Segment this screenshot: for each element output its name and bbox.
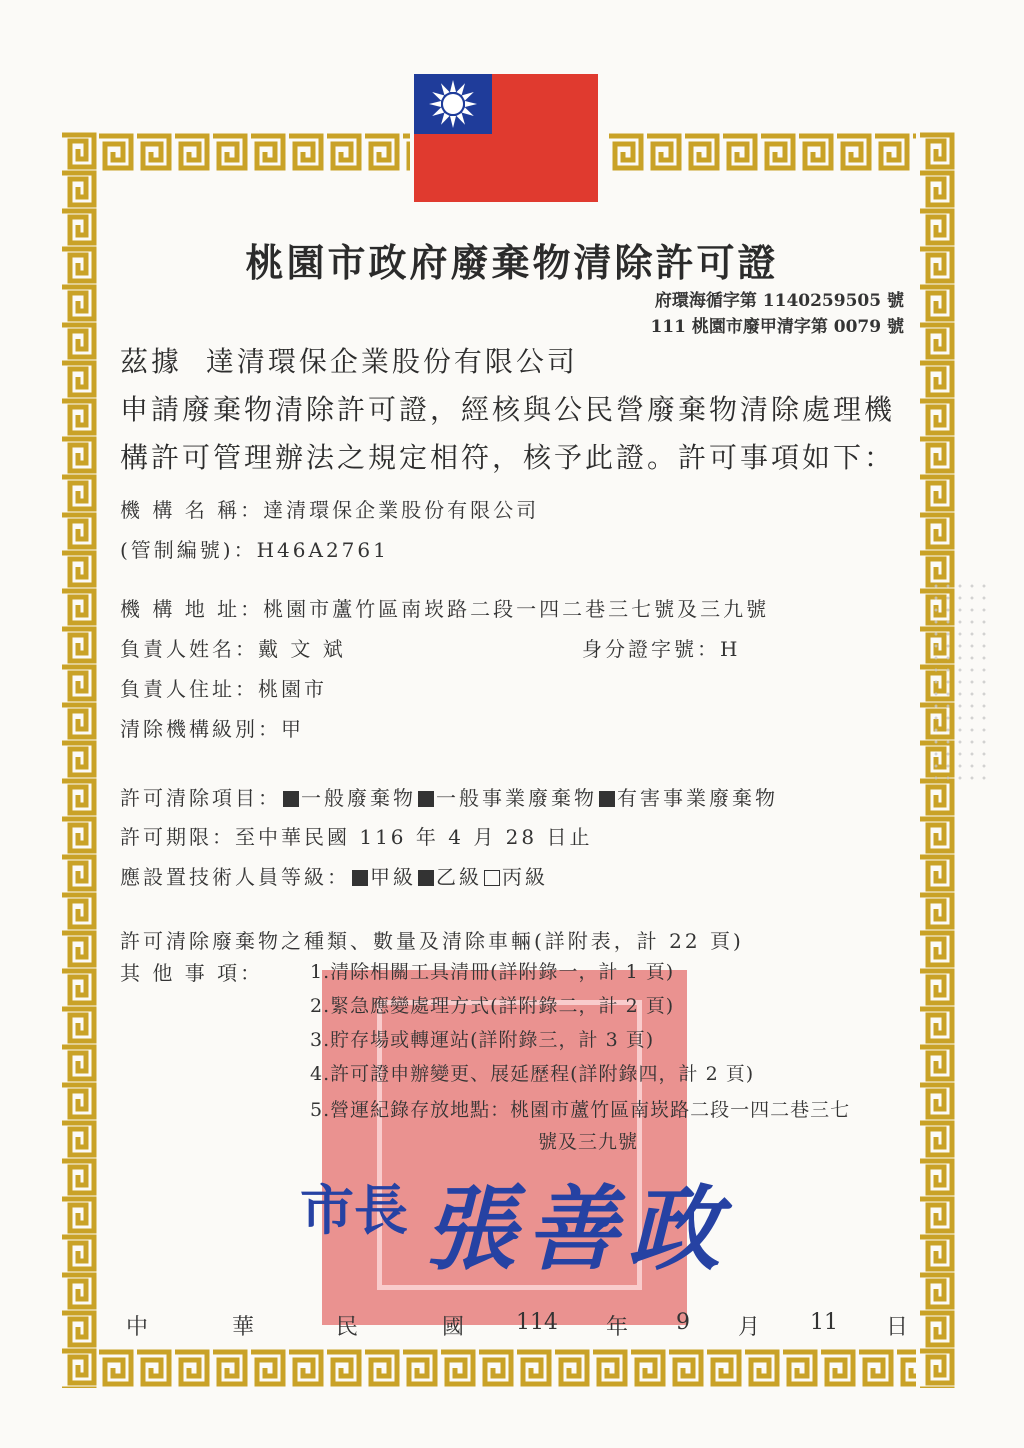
checkbox-checked xyxy=(418,791,434,807)
border-bottom xyxy=(58,1348,956,1388)
org-name-label: 機 構 名 稱： xyxy=(120,498,264,522)
permit-item: 一般廢棄物 xyxy=(301,786,416,810)
doc-number-1: 府環海循字第 1140259505 號 xyxy=(654,291,904,311)
checkbox-checked xyxy=(599,791,615,807)
address-value: 桃園市蘆竹區南崁路二段一四二巷三七號及三九號 xyxy=(263,597,770,621)
date-char: 月 xyxy=(738,1315,761,1340)
person-label: 負責人姓名： xyxy=(120,637,258,661)
other-label: 其 他 事 項： xyxy=(120,961,264,985)
date-char: 國 xyxy=(442,1315,465,1340)
other-item: 1.清除相關工具清冊(詳附錄一，計 1 頁) xyxy=(310,961,675,983)
control-no-value: H46A2761 xyxy=(256,538,389,562)
org-name-row xyxy=(120,494,539,523)
person-addr-row xyxy=(120,673,327,702)
national-flag xyxy=(414,74,598,202)
intro-line-2: 申請廢棄物清除許可證，經核與公民營廢棄物清除處理機 xyxy=(120,393,896,426)
date-char: 日 xyxy=(886,1315,909,1340)
checkbox-unchecked xyxy=(484,870,500,886)
date-year: 114 xyxy=(516,1310,558,1335)
checkbox-checked xyxy=(352,870,368,886)
flag-canton xyxy=(414,74,492,134)
level-row xyxy=(120,713,304,742)
date-char: 年 xyxy=(606,1315,629,1340)
grade-b: 乙級 xyxy=(436,865,482,889)
signature-title: 市長 xyxy=(300,1178,408,1242)
signature-name: 張善政 xyxy=(424,1175,731,1283)
grade-a: 甲級 xyxy=(370,865,416,889)
level-value: 甲 xyxy=(281,717,304,741)
person-addr-value: 桃園市 xyxy=(258,677,327,701)
other-item-continued: 號及三九號 xyxy=(538,1131,639,1153)
person-row xyxy=(120,633,346,662)
other-item: 4.許可證申辦變更、展延歷程(詳附錄四，計 2 頁) xyxy=(310,1063,755,1085)
date-char: 華 xyxy=(232,1315,255,1340)
date-char: 中 xyxy=(126,1315,149,1340)
other-item: 3.貯存場或轉運站(詳附錄三，計 3 頁) xyxy=(310,1029,655,1051)
intro-prefix: 茲據 xyxy=(120,345,183,378)
id-row xyxy=(582,633,740,662)
tech-staff-row xyxy=(120,861,548,890)
date-month: 9 xyxy=(676,1310,690,1335)
address-label: 機 構 地 址： xyxy=(120,597,264,621)
scan-artifact xyxy=(930,580,990,780)
checkbox-checked xyxy=(418,870,434,886)
intro-line-3: 構許可管理辦法之規定相符，核予此證。許可事項如下： xyxy=(120,441,896,474)
person-value: 戴 文 斌 xyxy=(258,637,346,661)
control-no-row xyxy=(120,534,389,563)
address-row xyxy=(120,593,769,622)
other-item: 2.緊急應變處理方式(詳附錄二，計 2 頁) xyxy=(310,995,675,1017)
grade-c: 丙級 xyxy=(502,865,548,889)
person-addr-label: 負責人住址： xyxy=(120,677,258,701)
sun-icon xyxy=(414,74,492,134)
date-day: 11 xyxy=(810,1310,838,1335)
doc-number-2: 111 桃園市廢甲清字第 0079 號 xyxy=(650,317,904,337)
level-label: 清除機構級別： xyxy=(120,717,281,741)
id-value: H xyxy=(720,637,741,661)
permit-period: 許可期限：至中華民國 116 年 4 月 28 日止 xyxy=(120,825,593,849)
border-top-right xyxy=(606,132,956,172)
id-label: 身分證字號： xyxy=(582,637,720,661)
border-top-left xyxy=(58,132,410,172)
waste-types: 許可清除廢棄物之種類、數量及清除車輛(詳附表，計 22 頁) xyxy=(120,929,744,953)
org-name-value: 達清環保企業股份有限公司 xyxy=(263,498,540,522)
permit-item: 有害事業廢棄物 xyxy=(617,786,778,810)
intro-line-1 xyxy=(120,340,578,380)
checkbox-checked xyxy=(283,791,299,807)
date-char: 民 xyxy=(336,1315,359,1340)
permit-items-row xyxy=(120,782,778,811)
permit-items-label: 許可清除項目： xyxy=(120,786,281,810)
border-left xyxy=(58,132,98,1388)
other-item: 5.營運紀錄存放地點：桃園市蘆竹區南崁路二段一四二巷三七 xyxy=(310,1099,851,1121)
intro-company: 達清環保企業股份有限公司 xyxy=(205,345,578,378)
permit-item: 一般事業廢棄物 xyxy=(436,786,597,810)
page-title: 桃園市政府廢棄物清除許可證 xyxy=(245,240,779,285)
tech-staff-label: 應設置技術人員等級： xyxy=(120,865,350,889)
control-no-label: (管制編號)： xyxy=(120,538,257,562)
